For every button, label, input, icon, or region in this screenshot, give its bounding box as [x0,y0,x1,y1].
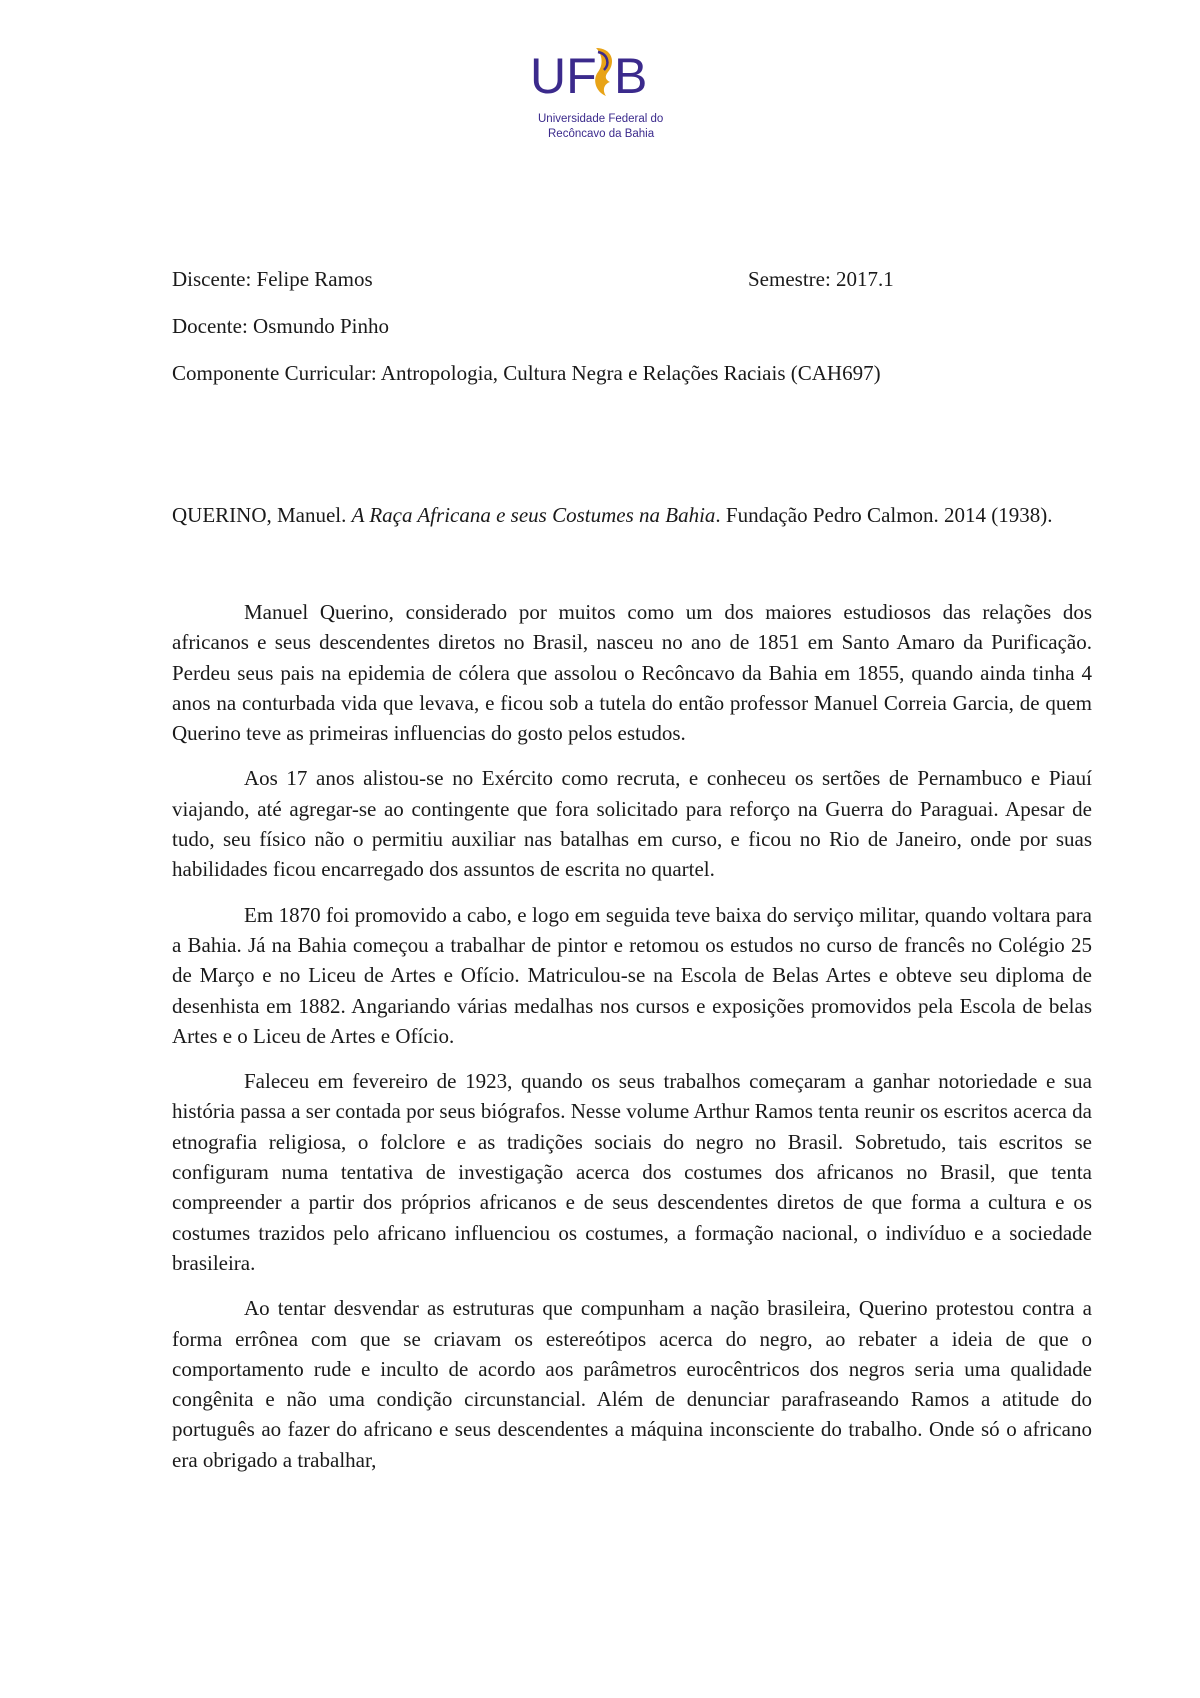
bibliographic-reference [172,500,1092,530]
logo-letter-b: B [614,48,648,104]
reference-publication: . Fundação Pedro Calmon. 2014 (1938). [715,503,1053,527]
paragraph: Faleceu em fevereiro de 1923, quando os seus trabalhos começaram a ganhar notoriedade e sua história passa a ser contada por seus biógrafos. Nesse volume Arthur Ramos tenta reunir os escritos acerca da etnografia religiosa, o folclore e as tradições sociais do negro no Brasil. Sobretudo, tais escritos se configuram numa tentativa de investigação acerca dos costumes dos africanos no Brasil, que tenta compreender a partir dos próprios africanos e de seus descendentes diretos de que forma a cultura e os costumes trazidos pelo africano influenciou os costumes, a formação nacional, o indivíduo e a sociedade brasileira. [172,1069,1092,1275]
paragraph: Manuel Querino, considerado por muitos como um dos maiores estudiosos das relações dos africanos e seus descendentes diretos no Brasil, nasceu no ano de 1851 em Santo Amaro da Purificação. Perdeu seus pais na epidemia de cólera que assolou o Recôncavo da Bahia em 1855, quando ainda tinha 4 anos na conturbada vida que levava, e ficou sob a tutela do então professor Manuel Correia Garcia, de quem Querino teve as primeiras influencias do gosto pelos estudos. [172,600,1092,746]
paragraph: Em 1870 foi promovido a cabo, e logo em seguida teve baixa do serviço militar, quando voltara para a Bahia. Já na Bahia começou a trabalhar de pintor e retomou os estudos no curso de francês no Colégio 25 de Março e no Liceu de Artes e Ofício. Matriculou-se na Escola de Belas Artes e obteve seu diploma de desenhista em 1882. Angariando várias medalhas nos cursos e exposições promovidos pela Escola de belas Artes e o Liceu de Artes e Ofício. [172,902,1092,1048]
ufrb-logo [526,40,676,150]
reference-author: QUERINO, Manuel. [172,503,352,527]
discente-line: Discente: Felipe Ramos [172,267,373,291]
paragraph: Ao tentar desvendar as estruturas que compunham a nação brasileira, Querino protestou contra a forma errônea com que se criavam os estereótipos acerca do negro, ao rebater a ideia de que o comportamento rude e inculto de acordo aos parâmetros eurocêntricos dos negros seria uma qualidade congênita e não uma condição circunstancial. Além de denunciar parafraseando Ramos a atitude do português ao fazer do africano e seus descendentes a máquina inconsciente do trabalho. Onde só o africano era obrigado a trabalhar, [172,1296,1092,1472]
logo-letters-uf: UF [530,48,597,104]
docente-line: Docente: Osmundo Pinho [172,314,389,338]
logo-subtitle-line2: Recôncavo da Bahia [548,128,655,140]
ufrb-logo-graphic [526,40,676,150]
paragraph: Aos 17 anos alistou-se no Exército como recruta, e conheceu os sertões de Pernambuco e Piauí viajando, até agregar-se ao contingente que fora solicitado para reforço na Guerra do Paraguai. Apesar de tudo, seu físico não o permitiu auxiliar nas batalhas em curso, e ficou no Rio de Janeiro, onde por suas habilidades ficou encarregado dos assuntos de escrita no quartel. [172,766,1092,882]
reference-title: A Raça Africana e seus Costumes na Bahia [351,503,716,527]
semestre-line: Semestre: 2017.1 [748,267,894,291]
essay-body [172,597,1092,1490]
logo-subtitle-line1: Universidade Federal do [538,113,664,125]
componente-curricular-line: Componente Curricular: Antropologia, Cultura Negra e Relações Raciais (CAH697) [172,361,881,385]
